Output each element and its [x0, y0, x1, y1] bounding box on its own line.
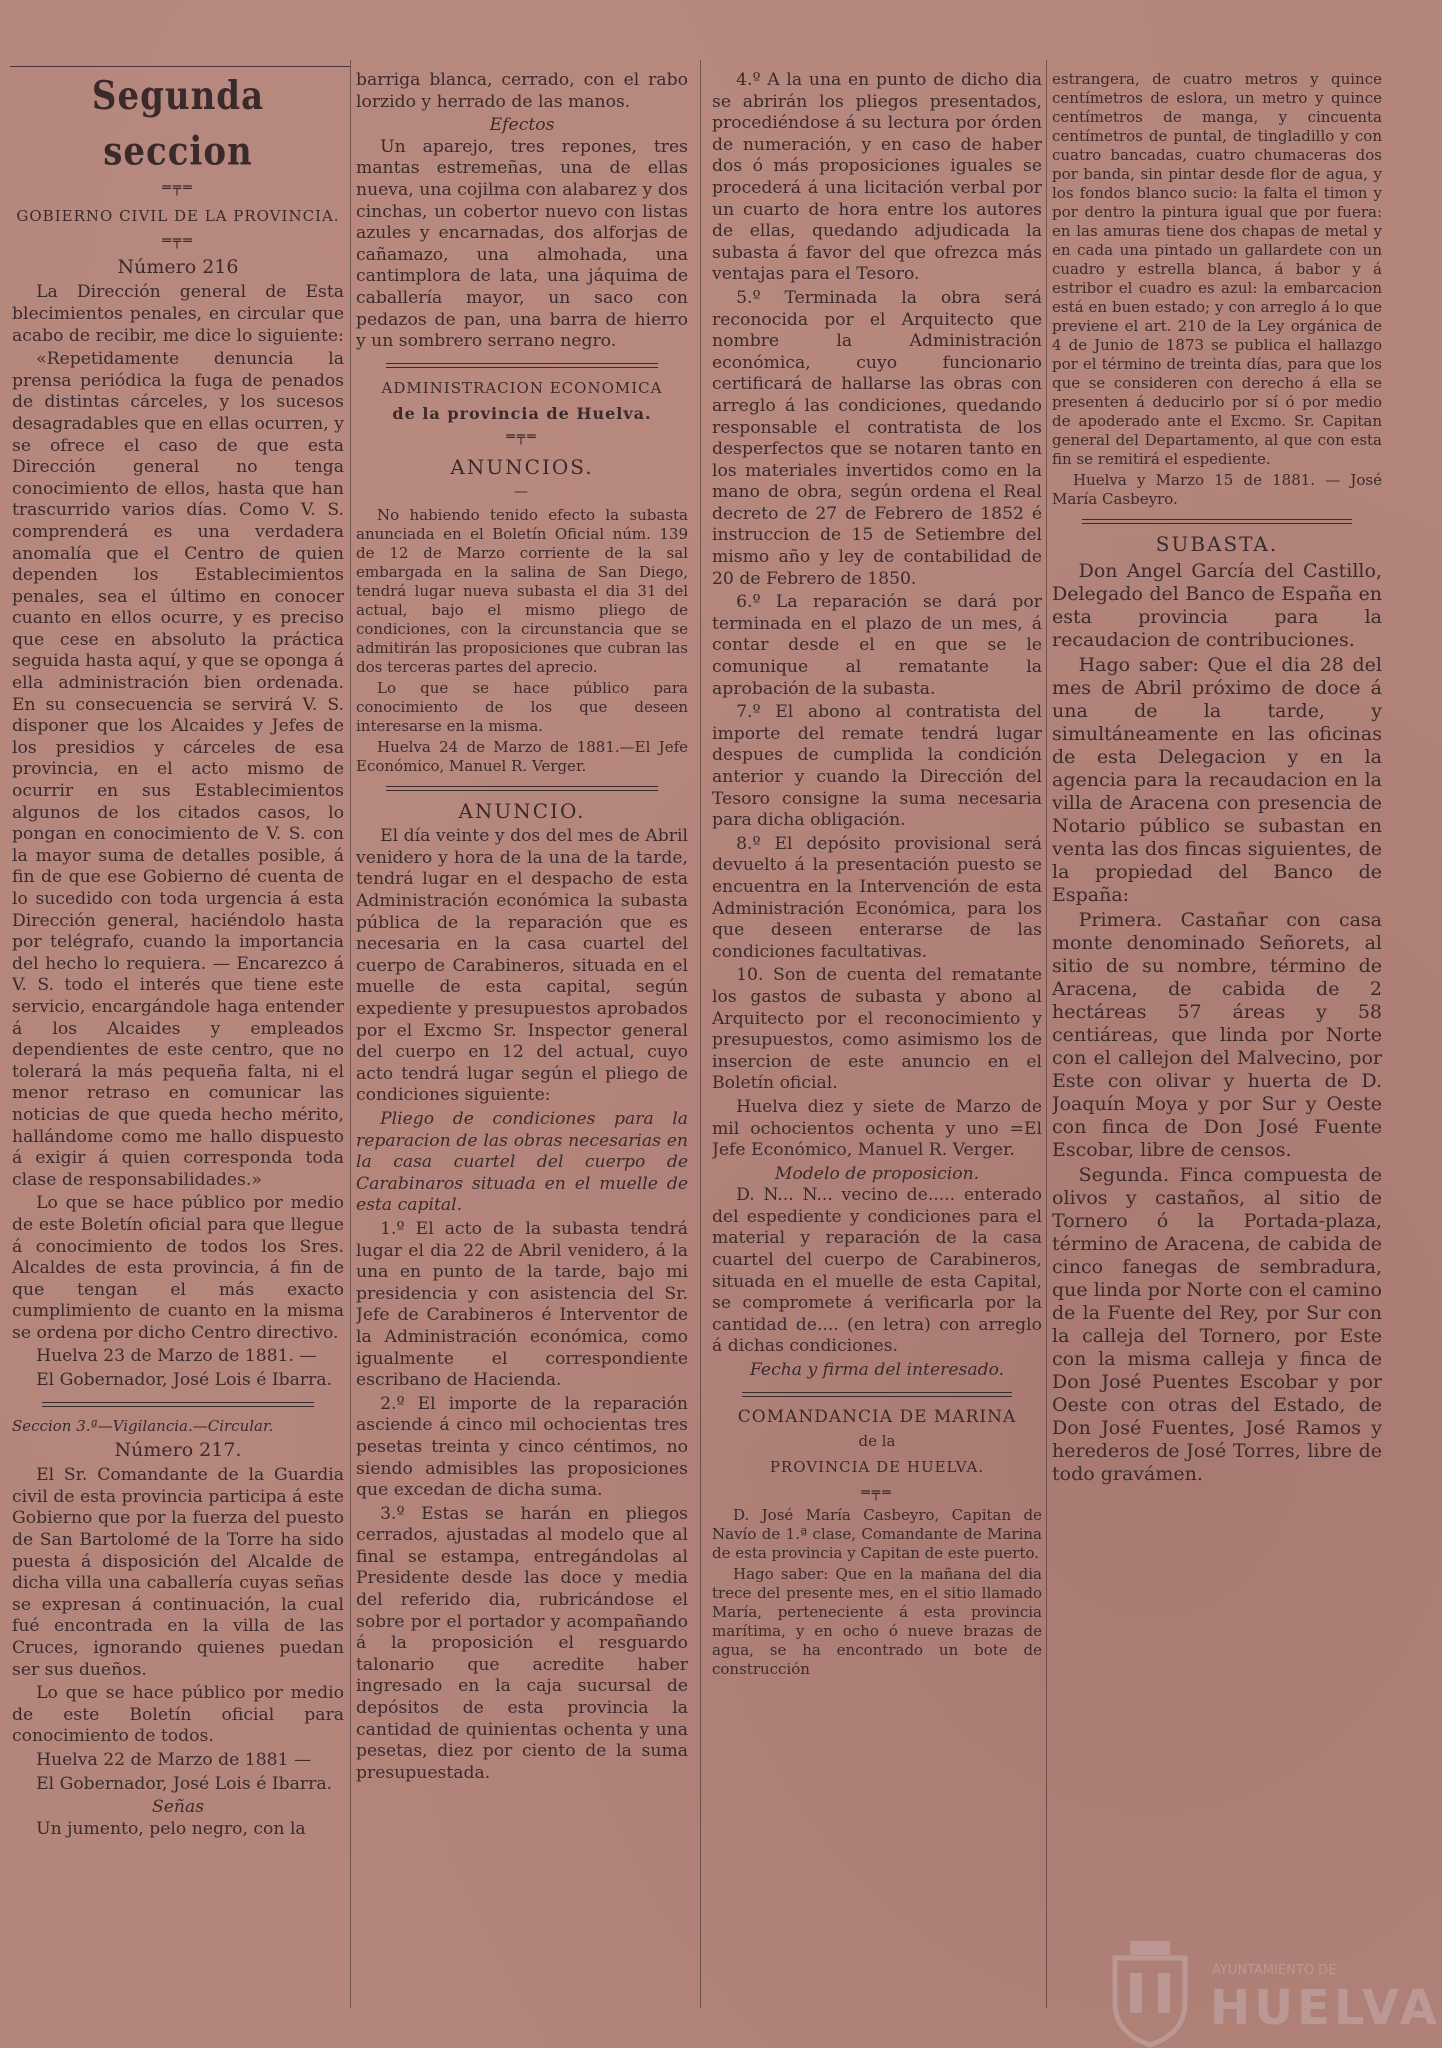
- date-line: Huelva 22 de Marzo de 1881 —: [36, 1749, 312, 1770]
- separator: [386, 786, 658, 791]
- paragraph: No habiendo tenido efecto la subasta anunciada en el Boletín Oficial núm. 139 de 12 de Marzo corriente de la sal embargada en la salina de San Diego, tendrá lugar nueva subasta el dia 31 del actual, bajo el mismo pliego de condiciones, con la circunstancia que se admitirán las proposiciones que cubran las dos terceras partes del aprecio.: [356, 505, 688, 676]
- modelo-heading: Modelo de proposicion.: [774, 1163, 980, 1184]
- column-1: [12, 70, 344, 2018]
- paragraph: La Dirección general de Esta blecimientos penales, en circular que acabo de recibir, me dice lo siguiente:: [12, 282, 344, 346]
- date-line: Huelva 23 de Marzo de 1881. —: [36, 1346, 317, 1367]
- ornament: ═╤═: [861, 1484, 893, 1501]
- separator: [386, 363, 658, 368]
- paragraph: 8.º El depósito provisional será devuelto á la presentación puesto se encuentra en la Intervención de esta Administración Económica, para los que deseen enterarse de las condiciones facultativas.: [712, 833, 1042, 962]
- coat-of-arms-icon: [1100, 1933, 1200, 2048]
- comandancia-connector: de la: [858, 1432, 896, 1451]
- paragraph: Un jumento, pelo negro, con la: [36, 1818, 306, 1839]
- efectos-heading: Efectos: [489, 115, 555, 136]
- ornament: —: [514, 484, 530, 501]
- anuncio-heading: ANUNCIO.: [458, 798, 586, 823]
- paragraph: 3.º Estas se harán en pliegos cerrados, ajustadas al modelo que al final se estampa, entregándolas al Presidente desde las doce y media del referido dia, rubricándose el sobre por el portador y acompañando á la proposición el resguardo talonario que acredite haber ingresado en la caja sucursal de depósitos de esta provincia la cantidad de quinientas ochenta y una pesetas, diez por ciento de la suma presupuestada.: [356, 1503, 688, 1783]
- senas-heading: Señas: [151, 1797, 205, 1818]
- archive-watermark: [1100, 1928, 1441, 2048]
- separator: [742, 1392, 1012, 1397]
- paragraph: 6.º La reparación se dará por terminada en el plazo de un mes, á contar desde el en que se le comunique al rematante la aprobación de la subasta.: [712, 592, 1042, 699]
- signature: El Gobernador, José Lois é Ibarra.: [36, 1773, 333, 1794]
- column-2: [356, 70, 688, 2018]
- column-rule: [350, 60, 351, 2008]
- admin-subheading: de la provincia de Huelva.: [392, 404, 652, 424]
- paragraph: Don Angel García del Castillo, Delegado del Banco de España en esta provincia para la recaudacion de contribuciones.: [1052, 559, 1382, 651]
- watermark-line2: HUELVA: [1210, 1980, 1441, 2036]
- paragraph: Primera. Castañar con casa monte denominado Señorets, al sitio de su nombre, término de Aracena, de cabida de 2 hectáreas 57 áreas y 58 centiáreas, que linda por Norte con el callejon del Malvecino, por Este con olivar y huerta de D. Joaquín Moya y por Sur y Oeste con finca de Don José Fuente Escobar, libre de censos.: [1052, 908, 1382, 1161]
- separator: [42, 1402, 314, 1407]
- paragraph: Un aparejo, tres repones, tres mantas estremeñas, una de ellas nueva, una cojilma con alabarez y dos cinchas, un cobertor nuevo con listas azules y encarnadas, dos alforjas de cañamazo, una almohada, una cantimplora de lata, una jáquima de caballería mayor, un saco con pedazos de pan, una barra de hierro y un sombrero serrano negro.: [356, 136, 688, 352]
- admin-heading: ADMINISTRACION ECONOMICA: [381, 378, 663, 397]
- paragraph: El Sr. Comandante de la Guardia civil de esta provincia participa á este Gobierno que por la fuerza del puesto de San Bartolomé de la Torre ha sido puesta á disposición del Alcalde de dicha villa una caballería cuyas señas se expresan á continuación, la cual fué encontrada en la villa de las Cruces, ignorando quienes puedan ser sus dueños.: [12, 1465, 344, 1680]
- paragraph: Lo que se hace público por medio de este Boletín oficial para que llegue á conocimiento de todos los Sres. Alcaldes de esta provincia, á fin de que tengan el más exacto cumplimiento de cuanto en la misma se ordena por dicho Centro directivo.: [12, 1193, 344, 1343]
- column-rule: [1046, 60, 1047, 2008]
- comandancia-heading: COMANDANCIA DE MARINA: [737, 1406, 1017, 1427]
- column-4: [1052, 70, 1382, 2018]
- paragraph: D. José María Casbeyro, Capitan de Navío de 1.ª clase, Comandante de Marina de esta provincia y Capitan de este puerto.: [712, 1506, 1042, 1563]
- watermark-line1: AYUNTAMIENTO DE: [1212, 1963, 1337, 1978]
- paragraph: Lo que se hace público para conocimiento de los que deseen interesarse en la misma.: [356, 678, 688, 735]
- paragraph: 2.º El importe de la reparación asciende á cinco mil ochocientas tres pesetas treinta y cinco céntimos, no siendo admisibles las proposiciones que excedan de dicha suma.: [356, 1393, 688, 1501]
- gobierno-heading: GOBIERNO CIVIL DE LA PROVINCIA.: [16, 206, 340, 225]
- number-217: Número 217.: [114, 1438, 242, 1461]
- paragraph: 10. Son de cuenta del rematante los gastos de subasta y abono al Arquitecto por el reconocimiento y presupuestos, como asimismo los de insercion de este anuncio en el Boletín oficial.: [712, 965, 1042, 1094]
- paragraph: Huelva 24 de Marzo de 1881.—El Jefe Económico, Manuel R. Verger.: [356, 737, 688, 775]
- paragraph: «Repetidamente denuncia la prensa periódica la fuga de penados de distintas cárceles, y los sucesos desagradables que en ellas ocurren, y se ofrece el caso de que esta Dirección general no tenga conocimiento de ellos, hasta que han trascurrido varios días. Como V. S. comprenderá es una verdadera anomalía que el Centro de quien dependen los Establecimientos penales, sea el último en conocer cuanto en ellos ocurre, y es preciso que cese en absoluto la práctica seguida hasta aquí, y que se oponga á ella administración bien ordenada. En su consecuencia se servirá V. S. disponer que los Alcaides y Jefes de los presidios y cárceles de esa provincia, en el acto mismo de ocurrir en sus Establecimientos algunos de los citados casos, lo pongan en conocimiento de V. S. con la mayor suma de detalles posible, á fin de que ese Gobierno dé cuenta de lo sucedido con toda urgencia á esta Dirección general, haciéndolo hasta por telégrafo, cuando la importancia del hecho lo requiera. — Encarezco á V. S. todo el interés que tiene este servicio, encargándole haga entender á los Alcaides y empleados dependientes de este centro, que no tolerará la más pequeña falta, ni el menor retraso en comunicar las noticias de que queda hecho mérito, hallándome como me hallo dispuesto á exigir á quien corresponda toda clase de responsabilidades.»: [12, 349, 344, 1190]
- paragraph: El día veinte y dos del mes de Abril venidero y hora de la una de la tarde, tendrá lugar en el despacho de esta Administración económica la subasta pública de la reparación que es necesaria en la casa cuartel del cuerpo de Carabineros, situada en el muelle de esta capital, según expediente y presupuestos aprobados por el Excmo Sr. Inspector general del cuerpo en 12 del actual, cuyo acto tendrá lugar según el pliego de condiciones siguiente:: [356, 826, 688, 1106]
- paragraph: D. N... N... vecino de..... enterado del espediente y condiciones para el material y reparación de la casa cuartel del cuerpo de Carabineros, situada en el muelle de esta Capital, se compromete á verificarla por la cantidad de.... (en letra) con arreglo á dichas condiciones.: [712, 1185, 1042, 1357]
- firma-line: Fecha y firma del interesado.: [749, 1360, 1005, 1381]
- paragraph: Hago saber: Que el dia 28 del mes de Abril próximo de doce á una de la tarde, y simultáneamente en las oficinas de esta Delegacion y en la agencia para la recaudacion en la villa de Aracena con presencia de Notario público se subastan en venta las dos fincas siguientes, de la propiedad del Banco de España:: [1052, 653, 1382, 906]
- ornament: ═╤═: [506, 428, 538, 445]
- section-note: Seccion 3.ª—Vigilancia.—Circular.: [12, 1416, 274, 1435]
- ornament: ═╤═: [162, 180, 194, 196]
- paragraph: Huelva diez y siete de Marzo de mil ochocientos ochenta y uno =El Jefe Económico, Manuel R. Verger.: [712, 1096, 1042, 1161]
- subasta-heading: SUBASTA.: [1155, 532, 1279, 556]
- paragraph: barriga blanca, cerrado, con el rabo lorzido y herrado de las manos.: [356, 70, 688, 112]
- column-3: [712, 70, 1042, 2018]
- ornament: ═╤═: [162, 233, 194, 250]
- paragraph: Huelva y Marzo 15 de 1881. — José María Casbeyro.: [1052, 471, 1382, 508]
- pliego-heading: Pliego de condiciones para la reparacion de las obras necesarias en la casa cuartel del cuerpo de Carabinaros situada en el muelle de esta capital.: [356, 1109, 688, 1216]
- signature: El Gobernador, José Lois é Ibarra.: [36, 1370, 333, 1391]
- comandancia-subheading: PROVINCIA DE HUELVA.: [769, 1458, 985, 1477]
- paragraph: 4.º A la una en punto de dicho dia se abrirán los pliegos presentados, procediéndose á su lectura por órden de numeración, y en caso de haber dos ó más proposiciones iguales se procederá á una licitación verbal por un cuarto de hora entre los autores de ellas, quedando adjudicada la subasta á favor del que ofrezca más ventajas para el Tesoro.: [712, 70, 1042, 285]
- paragraph: Hago saber: Que en la mañana del dia trece del presente mes, en el sitio llamado María, perteneciente á esta provincia marítima, y en ocho ó nueve brazas de agua, se ha encontrado un bote de construcción: [712, 1565, 1042, 1679]
- paragraph: 1.º El acto de la subasta tendrá lugar el dia 22 de Abril venidero, á la una en punto de la tarde, bajo mi presidencia y con asistencia del Sr. Jefe de Carabineros é Interventor de la Administración económica, como igualmente el correspondiente escribano de Hacienda.: [356, 1218, 688, 1391]
- paragraph: Segunda. Finca compuesta de olivos y castaños, al sitio de Tornero ó la Portada-plaza, término de Aracena, de cabida de cinco fanegas de sembradura, que linda por Norte con el camino de la Fuente del Rey, por Sur con la calleja del Tornero, por Este con la misma calleja y finca de Don José Puentes Escobar y por Oeste con otras del Estado, de Don José Fuentes, José Ramos y herederos de José Torres, libre de todo gravámen.: [1052, 1163, 1382, 1485]
- column-rule: [700, 60, 701, 2008]
- separator: [1082, 519, 1352, 524]
- paragraph: 5.º Terminada la obra será reconocida por el Arquitecto que nombre la Administración económica, cuyo funcionario certificará de hallarse las obras con arreglo á las condiciones, quedando responsable el contratista de los desperfectos que se notaren tanto en los materiales invertidos como en la mano de obra, según ordena el Real decreto de 27 de Febrero de 1852 é instruccion de 15 de Setiembre del mismo año y ley de contabilidad de 20 de Febrero de 1850.: [712, 287, 1042, 589]
- anuncios-heading: ANUNCIOS.: [450, 454, 594, 479]
- number-216: Número 216: [117, 255, 239, 278]
- paragraph: Lo que se hace público por medio de este Boletín oficial para conocimiento de todos.: [12, 1683, 344, 1747]
- paragraph: 7.º El abono al contratista del importe del remate tendrá lugar despues de cumplida la condición anterior y cuando la Dirección del Tesoro consigne la suma necesaria para dicha obligación.: [712, 702, 1042, 831]
- section-title: Segunda seccion: [91, 73, 265, 175]
- top-rule: [10, 66, 350, 67]
- paragraph: estrangera, de cuatro metros y quince centímetros de eslora, un metro y quince centímetros de manga, y cincuenta centímetros de puntal, de tingladillo y con cuatro bancadas, cuatro chumaceras dos por banda, sin pintar desde flor de agua, y los fondos blanco sucio: la falta el timon y por dentro la pintura igual que por fuera: en las amuras tiene dos chapas de metal y en cada una pintado un gallardete con un cuadro y estrella blanca, á babor y á estribor el cuadro es azul: la embarcacion está en buen estado; y con arreglo á lo que previene el art. 210 de la Ley orgánica de 4 de Junio de 1873 se publica el hallazgo por el término de treinta días, para que los que se consideren con derecho á ella se presenten á deducirlo por sí ó por medio de apoderado ante el Excmo. Sr. Capitan general del Departamento, al que con esta fin se remitirá el espediente.: [1052, 70, 1382, 468]
